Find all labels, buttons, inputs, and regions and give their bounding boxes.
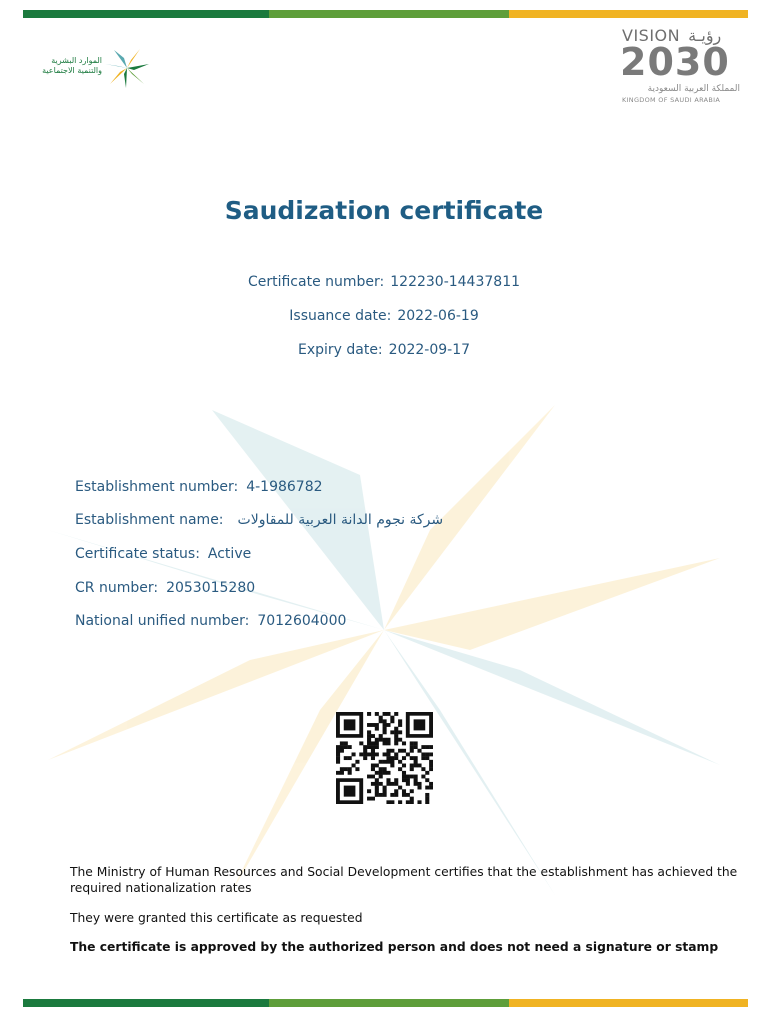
expiry-date-label: Expiry date: (297, 342, 383, 358)
certificate-number-row (0, 274, 768, 290)
issuance-date-value: 2022-06-19 (397, 308, 479, 324)
vision-2030-logo (620, 26, 746, 110)
cr-number-row (75, 580, 255, 596)
establishment-number-label: Establishment number: (75, 479, 239, 495)
vision-english-country: KINGDOM OF SAUDI ARABIA (622, 96, 721, 104)
establishment-name-value: شركة نجوم الدانة العربية للمقاولات (237, 512, 444, 528)
national-unified-number-row (75, 613, 346, 629)
granted-statement: They were granted this certificate as requested (70, 911, 363, 925)
establishment-name-row (75, 512, 443, 528)
certificate-status-label: Certificate status: (75, 546, 200, 562)
top-color-band (23, 10, 748, 18)
issuance-date-row (0, 308, 768, 324)
establishment-number-row (75, 479, 323, 495)
ministry-logo (30, 46, 155, 90)
certificate-status-row (75, 546, 251, 562)
approval-statement: The certificate is approved by the authorized person and does not need a signature or stamp (70, 940, 719, 954)
certificate-status-value: Active (207, 546, 252, 562)
establishment-name-label: Establishment name: (75, 512, 224, 528)
certification-statement: The Ministry of Human Resources and Social Development certifies that the establishment has achieved the required nationalization rates (70, 865, 738, 895)
issuance-date-label: Issuance date: (289, 308, 392, 324)
bottom-color-band (23, 999, 748, 1007)
certificate-title: Saudization certificate (224, 196, 544, 225)
vision-year: 2030 (620, 40, 730, 84)
expiry-date-value: 2022-09-17 (388, 342, 471, 358)
national-unified-number-value: 7012604000 (257, 613, 347, 629)
ministry-star-watermark (0, 380, 768, 900)
cr-number-value: 2053015280 (166, 580, 256, 596)
establishment-number-value: 4-1986782 (246, 479, 323, 495)
ministry-logo-text: الموارد البشرية والتنمية الاجتماعية (42, 56, 102, 75)
expiry-date-row (0, 342, 768, 358)
ministry-star-icon (104, 48, 150, 88)
cr-number-label: CR number: (75, 580, 159, 596)
national-unified-number-label: National unified number: (75, 613, 250, 629)
vision-arabic-word: رؤيـة (688, 26, 722, 45)
certificate-number-value: 122230-14437811 (390, 274, 521, 290)
vision-word: VISION (622, 26, 681, 45)
qr-code[interactable] (336, 712, 433, 804)
vision-arabic-country: المملكة العربية السعودية (647, 84, 740, 94)
certificate-number-label: Certificate number: (247, 274, 385, 290)
